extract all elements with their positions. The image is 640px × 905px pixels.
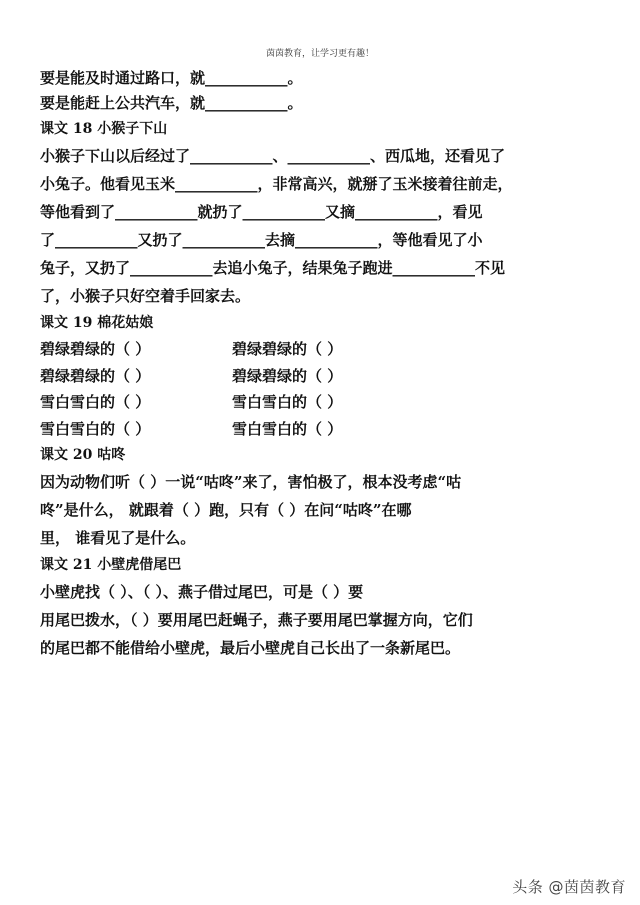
section-18-line: 小兔子。他看见玉米___________，非常高兴，就掰了玉米接着往前走， — [40, 175, 513, 193]
section-21-line: 小壁虎找（ ）、（ ）、燕子借过尾巴，可是（ ）要 — [40, 583, 364, 601]
grid-cell: 碧绿碧绿的（ ） — [232, 340, 343, 358]
section-title-19: 课文 19 棉花姑娘 — [40, 315, 154, 331]
section-21-line: 用尾巴拨水，（ ）要用尾巴赶蝇子，燕子要用尾巴掌握方向，它们 — [40, 611, 473, 629]
grid-cell: 雪白雪白的（ ） — [40, 419, 151, 438]
grid-cell: 碧绿碧绿的（ ） — [232, 366, 343, 385]
section-18-line: 小猴子下山以后经过了___________、___________、西瓜地，还看见了 — [40, 147, 506, 165]
grid-row — [40, 416, 608, 443]
section-20-paragraph — [40, 468, 608, 552]
grid-cell: 雪白雪白的（ ） — [232, 419, 343, 438]
page-header: 茵茵教育，让学习更有趣！ — [265, 49, 374, 59]
section-title-20: 课文 20 咕咚 — [40, 447, 126, 463]
section-20-line: 咚”是什么， 就跟着（ ）跑，只有（ ）在问“咕咚”在哪 — [40, 501, 412, 519]
section-21-paragraph — [40, 578, 608, 662]
section-20-line: 里， 谁看见了是什么。 — [40, 529, 196, 547]
grid-cell: 碧绿碧绿的（ ） — [40, 340, 151, 358]
section-21-line: 的尾巴都不能借给小壁虎，最后小壁虎自己长出了一条新尾巴。 — [40, 639, 461, 657]
section-18-line: 兔子，又扔了___________去追小兔子，结果兔子跑进___________不见 — [40, 259, 506, 277]
grid-cell: 雪白雪白的（ ） — [232, 393, 343, 411]
section-20-line: 因为动物们听（ ）一说“咕咚”来了，害怕极了，根本没考虑“咕 — [40, 473, 462, 491]
section-18-line: 等他看到了___________就扔了___________又摘___________，看见 — [40, 203, 483, 221]
section-18-line: 了，小猴子只好空着手回家去。 — [40, 287, 251, 305]
section-19-grid — [40, 336, 608, 442]
watermark: 头条 @茵茵教育 — [512, 878, 626, 896]
grid-row — [40, 336, 608, 363]
fill-line-1: 要是能及时通过路口，就___________。 — [40, 69, 303, 87]
section-title-18: 课文 18 小猴子下山 — [40, 121, 168, 137]
grid-row — [40, 389, 608, 416]
section-18-paragraph — [40, 142, 608, 310]
fill-line-2: 要是能赶上公共汽车，就___________。 — [40, 94, 303, 112]
worksheet-content — [40, 66, 608, 662]
section-18-line: 了___________又扔了___________去摘___________，等他看见了小 — [40, 231, 483, 249]
grid-cell: 碧绿碧绿的（ ） — [40, 366, 151, 385]
grid-row — [40, 363, 608, 390]
section-title-21: 课文 21 小壁虎借尾巴 — [40, 557, 182, 573]
grid-cell: 雪白雪白的（ ） — [40, 393, 151, 411]
